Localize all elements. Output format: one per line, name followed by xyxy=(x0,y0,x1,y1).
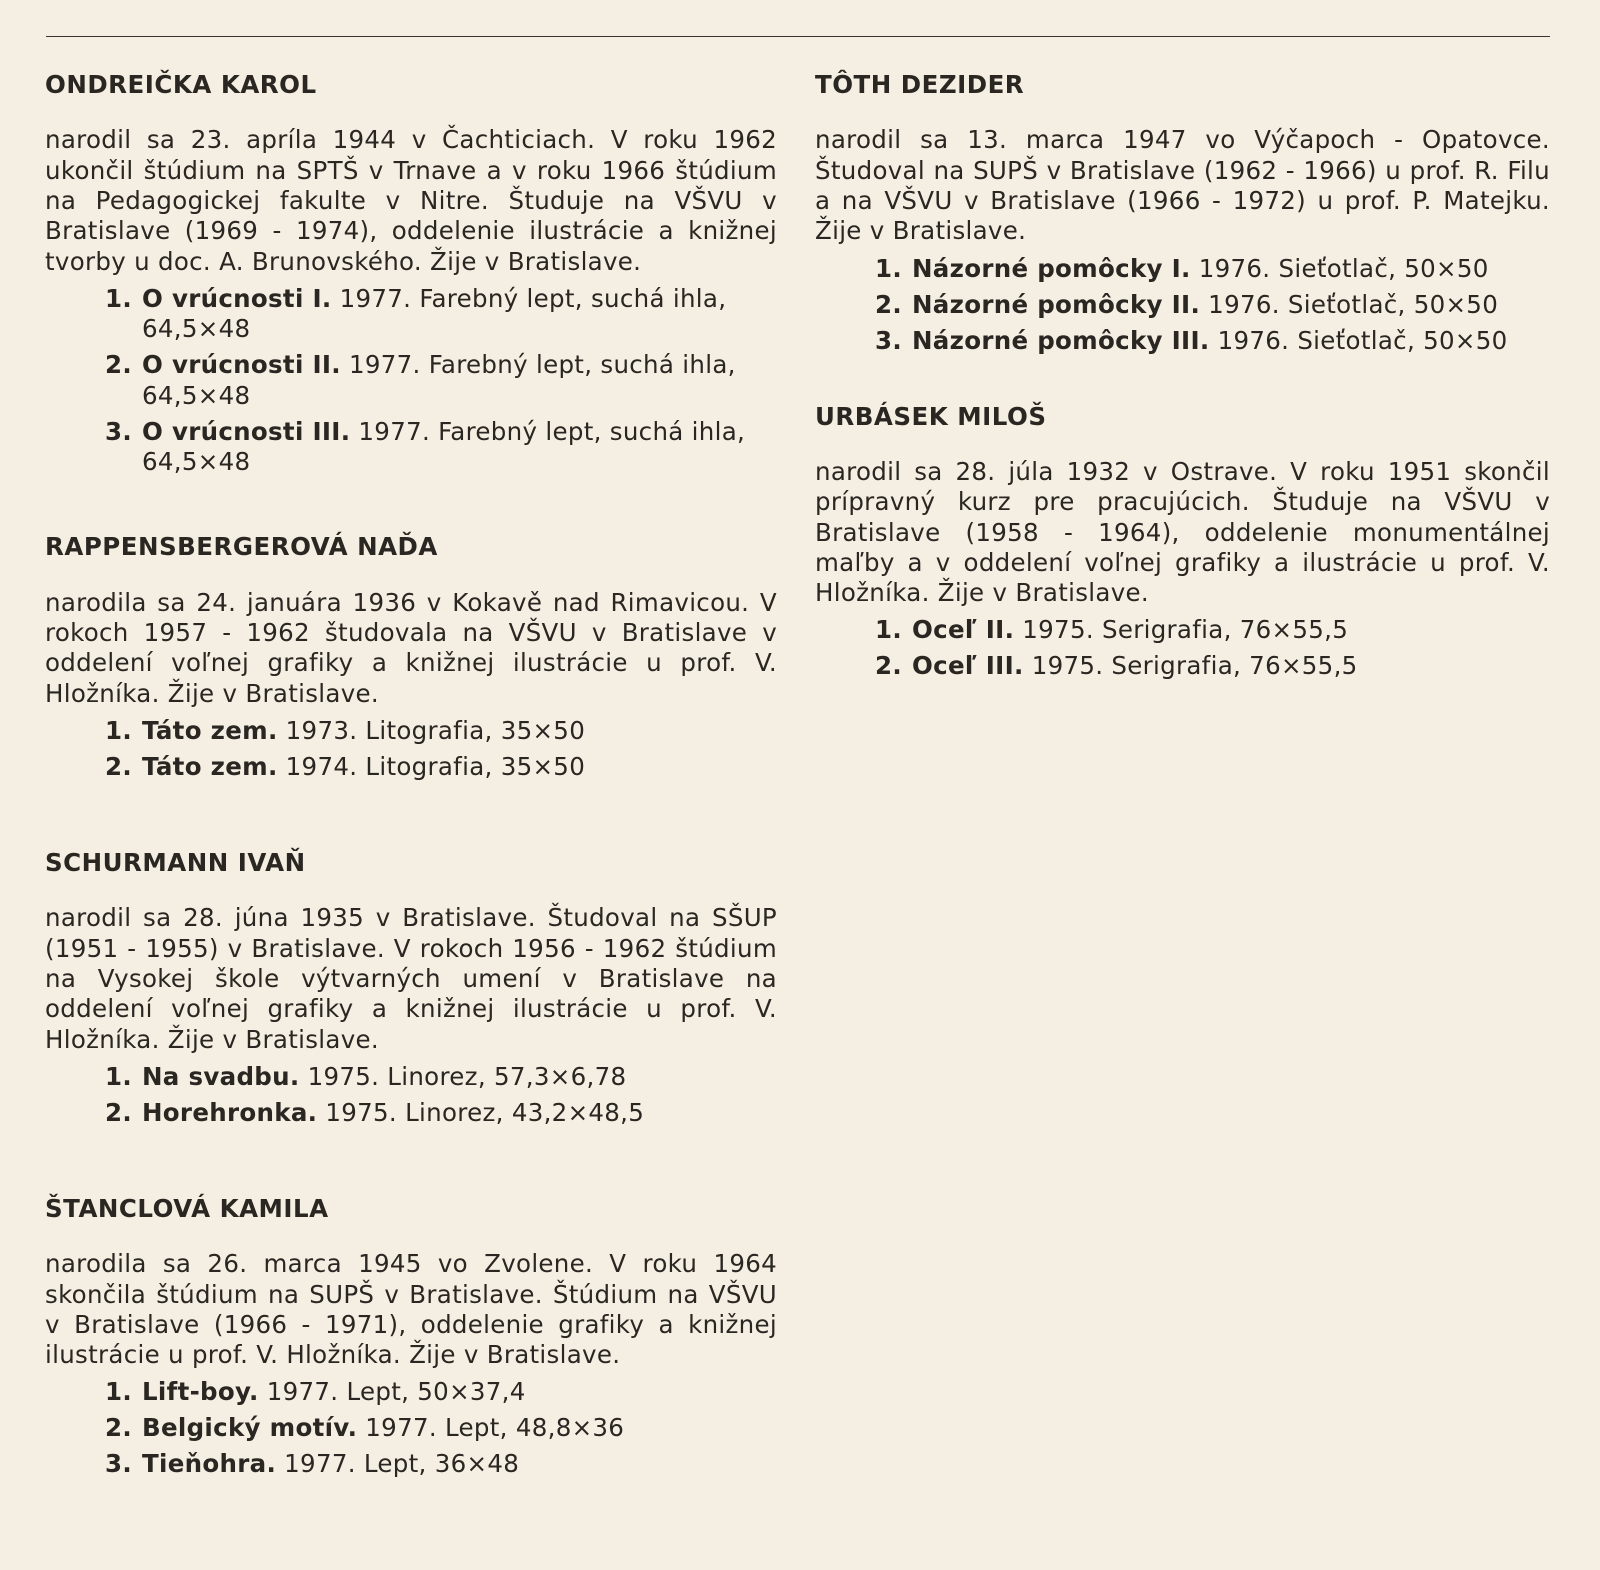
work-item xyxy=(875,326,1550,357)
section-spacer xyxy=(45,483,777,532)
work-number: 1. xyxy=(105,283,132,313)
artist-bio: narodil sa 23. apríla 1944 v Čachticiach. V roku 1962 ukončil štúdium na SPTŠ v Trnave a v roku 1966 štúdium na Pedagogickej fakulte v Nitre. Študuje na VŠVU v Bratislave (1969 - 1974), oddelenie ilustrácie a knižnej tvorby u doc. A. Brunovského. Žije v Bratislave. xyxy=(45,125,777,276)
works-list xyxy=(815,254,1550,357)
work-title: O vrúcnosti III. xyxy=(142,416,351,446)
work-details: 1977. Lept, 48,8×36 xyxy=(357,1413,625,1443)
artist-entry-ondreicka xyxy=(45,70,777,478)
works-list xyxy=(45,1377,777,1480)
work-item xyxy=(105,752,777,783)
work-item xyxy=(105,1413,777,1444)
work-title: O vrúcnosti I. xyxy=(142,283,332,313)
works-list xyxy=(45,716,777,783)
work-details: 1976. Sieťotlač, 50×50 xyxy=(1200,289,1499,319)
work-item xyxy=(875,290,1550,321)
work-item xyxy=(875,615,1550,646)
left-column xyxy=(45,70,777,1485)
work-details: 1976. Sieťotlač, 50×50 xyxy=(1209,325,1508,355)
artist-bio: narodil sa 28. júna 1935 v Bratislave. Študoval na SŠUP (1951 - 1955) v Bratislave. V rokoch 1956 - 1962 štúdium na Vysokej škole výtvarných umení v Bratislave na oddelení voľnej grafiky a knižnej ilustrácie u prof. V. Hložníka. Žije v Bratislave. xyxy=(45,903,777,1054)
artist-name: RAPPENSBERGEROVÁ NAĎA xyxy=(45,532,438,562)
right-column xyxy=(815,70,1550,687)
section-spacer xyxy=(45,788,777,848)
work-number: 3. xyxy=(875,325,902,355)
artist-entry-rappensbergerova xyxy=(45,532,777,782)
work-item xyxy=(105,1062,777,1093)
artist-name: ŠTANCLOVÁ KAMILA xyxy=(45,1193,329,1223)
artist-name: SCHURMANN IVAŇ xyxy=(45,847,306,877)
work-item xyxy=(105,1449,777,1480)
work-number: 1. xyxy=(105,715,132,745)
section-spacer xyxy=(815,362,1550,402)
work-item xyxy=(105,350,777,411)
work-item xyxy=(875,254,1550,285)
artist-name: TÔTH DEZIDER xyxy=(815,70,1025,99)
work-details: 1977. Lept, 50×37,4 xyxy=(258,1377,526,1407)
work-title: Názorné pomôcky III. xyxy=(912,325,1210,355)
work-title: Belgický motív. xyxy=(142,1413,358,1443)
top-rule xyxy=(46,36,1550,37)
work-number: 2. xyxy=(875,651,902,681)
work-item xyxy=(875,651,1550,682)
work-number: 2. xyxy=(875,289,902,319)
artist-bio: narodil sa 13. marca 1947 vo Výčapoch - Opatovce. Študoval na SUPŠ v Bratislave (1962 - 1966) u prof. R. Filu a na VŠVU v Bratislave (1966 - 1972) u prof. P. Matejku. Žije v Bratislave. xyxy=(815,125,1550,246)
work-title: Lift-boy. xyxy=(142,1377,259,1407)
work-details: 1975. Serigrafia, 76×55,5 xyxy=(1014,615,1349,645)
artist-bio: narodil sa 28. júla 1932 v Ostrave. V roku 1951 skončil prípravný kurz pre pracujúcich. Študuje na VŠVU v Bratislave (1958 - 1964), oddelenie monumentálnej maľby a v oddelení voľnej grafiky a ilustrácie u prof. V. Hložníka. Žije v Bratislave. xyxy=(815,456,1550,608)
works-list xyxy=(815,615,1550,682)
work-details: 1974. Litografia, 35×50 xyxy=(277,751,586,781)
work-details: 1976. Sieťotlač, 50×50 xyxy=(1190,253,1489,283)
work-details: 1977. Lept, 36×48 xyxy=(276,1449,520,1479)
work-details: 1977. Farebný lept, suchá ihla, 64,5×48 xyxy=(142,350,736,410)
work-title: Táto zem. xyxy=(142,751,278,781)
work-number: 1. xyxy=(105,1377,132,1407)
work-title: Oceľ II. xyxy=(912,615,1015,645)
work-item xyxy=(105,1377,777,1408)
works-list xyxy=(45,284,777,478)
artist-entry-toth xyxy=(815,70,1550,356)
artist-bio: narodila sa 24. januára 1936 v Kokavě nad Rimavicou. V rokoch 1957 - 1962 študovala na VŠVU v Bratislave v oddelení voľnej grafiky a knižnej ilustrácie u prof. V. Hložníka. Žije v Bratislave. xyxy=(45,587,777,708)
work-details: 1975. Serigrafia, 76×55,5 xyxy=(1023,651,1358,681)
work-title: Oceľ III. xyxy=(912,651,1024,681)
work-details: 1975. Linorez, 57,3×6,78 xyxy=(299,1061,627,1091)
work-number: 2. xyxy=(105,350,132,380)
artist-name: URBÁSEK MILOŠ xyxy=(815,401,1047,431)
work-item xyxy=(105,417,777,478)
work-details: 1973. Litografia, 35×50 xyxy=(277,715,586,745)
work-details: 1977. Farebný lept, suchá ihla, 64,5×48 xyxy=(142,416,746,477)
work-item xyxy=(105,284,777,345)
work-title: Na svadbu. xyxy=(142,1061,300,1091)
work-number: 1. xyxy=(105,1061,132,1091)
work-title: Horehronka. xyxy=(142,1097,318,1127)
work-number: 2. xyxy=(105,751,132,781)
work-number: 3. xyxy=(105,1449,132,1479)
work-item xyxy=(105,716,777,747)
work-number: 2. xyxy=(105,1097,132,1127)
work-title: Tieňohra. xyxy=(142,1449,277,1479)
work-title: Názorné pomôcky I. xyxy=(912,253,1191,283)
work-number: 2. xyxy=(105,1413,132,1443)
work-number: 1. xyxy=(875,253,902,283)
artist-entry-schurmann xyxy=(45,848,777,1128)
artist-entry-stanclova xyxy=(45,1194,777,1480)
section-spacer xyxy=(45,1134,777,1194)
work-title: Názorné pomôcky II. xyxy=(912,289,1201,319)
work-title: Táto zem. xyxy=(142,715,278,745)
work-number: 3. xyxy=(105,416,132,446)
work-details: 1975. Linorez, 43,2×48,5 xyxy=(317,1097,645,1127)
work-details: 1977. Farebný lept, suchá ihla, 64,5×48 xyxy=(142,283,727,344)
work-number: 1. xyxy=(875,615,902,645)
work-item xyxy=(105,1098,777,1129)
artist-name: ONDREIČKA KAROL xyxy=(45,70,317,99)
works-list xyxy=(45,1062,777,1129)
work-title: O vrúcnosti II. xyxy=(142,350,341,380)
artist-entry-urbasek xyxy=(815,402,1550,682)
artist-bio: narodila sa 26. marca 1945 vo Zvolene. V roku 1964 skončila štúdium na SUPŠ v Bratislave. Štúdium na VŠVU v Bratislave (1966 - 1971), oddelenie grafiky a knižnej ilustrácie u prof. V. Hložníka. Žije v Bratislave. xyxy=(45,1249,777,1370)
